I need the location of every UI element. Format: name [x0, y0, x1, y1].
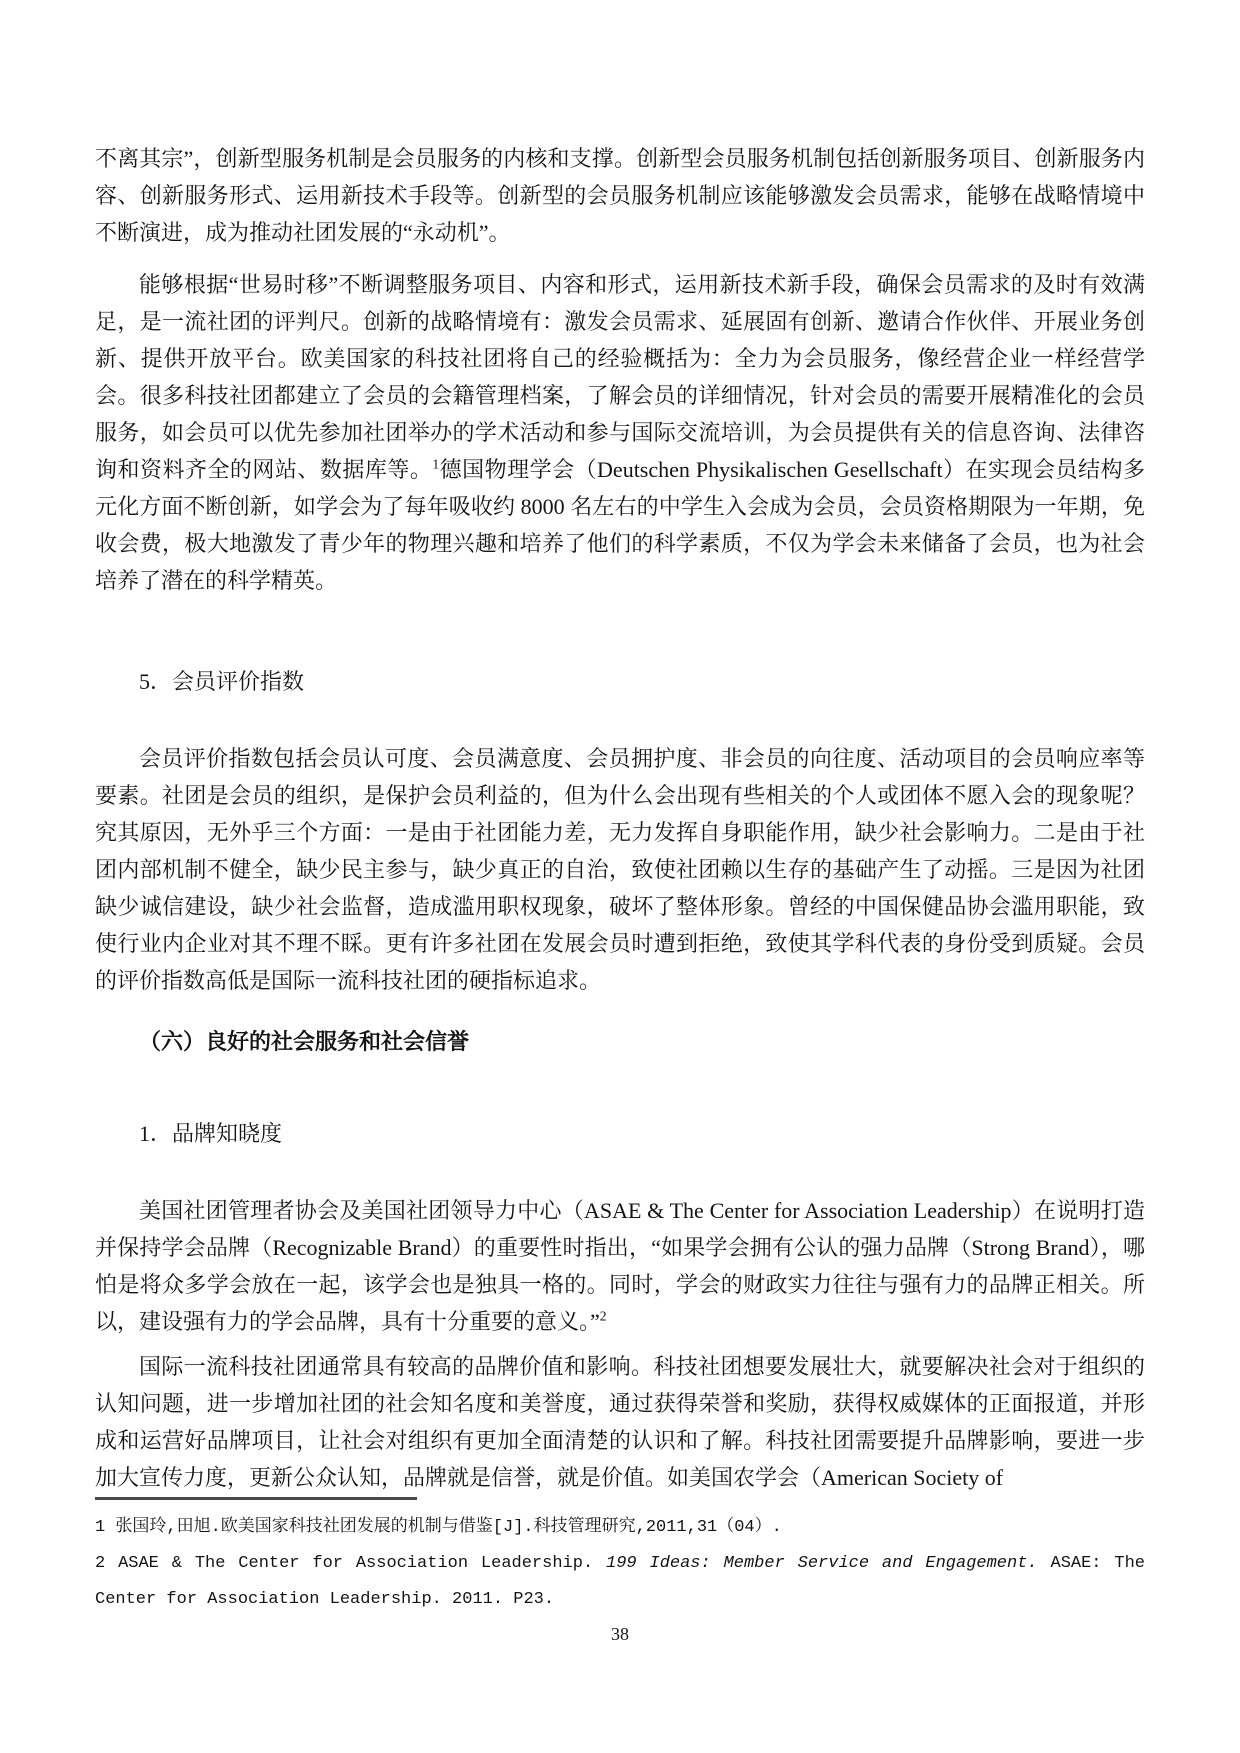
footnote-separator-rule: [95, 1497, 417, 1500]
paragraph-brand-value: 国际一流科技社团通常具有较高的品牌价值和影响。科技社团想要发展壮大，就要解决社会对于组织的认知问题，进一步增加社团的社会知名度和美誉度，通过获得荣誉和奖励，获得权威媒体的正面报道，并形成和运营好品牌项目，让社会对组织有更加全面清楚的认识和了解。科技社团需要提升品牌影响，要进一步加大宣传力度，更新公众认知，品牌就是信誉，就是价值。如美国农学会（American Society of: [95, 1354, 1145, 1490]
footnote-1: 1 张国玲,田旭.欧美国家科技社团发展的机制与借鉴[J].科技管理研究,2011,31（04）.: [95, 1518, 782, 1537]
paragraph-4-text: 美国社团管理者协会及美国社团领导力中心（ASAE & The Center for Association Leadership）在说明打造并保持学会品牌（Recognizable Brand）的重要性时指出，“如果学会拥有公认的强力品牌（Strong Brand），哪怕是将众多学会放在一起，该学会也是独具一格的。同时，学会的财政实力往往与强有力的品牌正相关。所以，建设强有力的学会品牌，具有十分重要的意义。”: [95, 1198, 1145, 1334]
heading-member-evaluation-index: 5．会员评价指数: [139, 669, 305, 694]
page-number: 38: [611, 1624, 629, 1644]
paragraph-brand-importance: [95, 1192, 1145, 1340]
footnote-2: [95, 1546, 1145, 1618]
footnote-2-title-italic: 199 Ideas: Member Service and Engagement.: [606, 1554, 1038, 1573]
heading-section-six-social-service: （六）良好的社会服务和社会信誉: [139, 1029, 470, 1054]
document-body: [95, 140, 1145, 1496]
paragraph-evaluation-index: 会员评价指数包括会员认可度、会员满意度、会员拥护度、非会员的向往度、活动项目的会员响应率等要素。社团是会员的组织，是保护会员利益的，但为什么会出现有些相关的个人或团体不愿入会的现象呢？究其原因，无外乎三个方面：一是由于社团能力差，无力发挥自身职能作用，缺少社会影响力。二是由于社团内部机制不健全，缺少民主参与，缺少真正的自治，致使社团赖以生存的基础产生了动摇。三是因为社团缺少诚信建设，缺少社会监督，造成滥用职权现象，破坏了整体形象。曾经的中国保健品协会滥用职能，致使行业内企业对其不理不睬。更有许多社团在发展会员时遭到拒绝，致使其学科代表的身份受到质疑。会员的评价指数高低是国际一流科技社团的硬指标追求。: [95, 746, 1145, 993]
footnote-2-suffix: ASAE: The Center for Association Leadership. 2011. P23.: [95, 1554, 1145, 1609]
paragraph-continuation: [95, 140, 1145, 251]
footnotes-section: [95, 1497, 1145, 1618]
footnote-1-reference: 1: [432, 456, 440, 472]
paragraph-member-service: [95, 266, 1145, 599]
paragraph-2-text-b: 德国物理学会（Deutschen Physikalischen Gesellschaft）在实现会员结构多元化方面不断创新，如学会为了每年吸收约 8000 名左右的中学生入会成为会员，会员资格期限为一年期，免收会费，极大地激发了青少年的物理兴趣和培养了他们的科学素质，不仅为学会未来储备了会员，也为社会培养了潜在的科学精英。: [95, 457, 1145, 593]
footnote-2-prefix: 2 ASAE & The Center for Association Leadership.: [95, 1554, 607, 1573]
paragraph-1-text: 不离其宗”，创新型服务机制是会员服务的内核和支撑。创新型会员服务机制包括创新服务项目、创新服务内容、创新服务形式、运用新技术手段等。创新型的会员服务机制应该能够激发会员需求，能够在战略情境中不断演进，成为推动社团发展的“永动机”。: [95, 146, 1145, 245]
heading-brand-awareness: 1．品牌知晓度: [139, 1121, 283, 1146]
footnote-2-reference: 2: [599, 1308, 607, 1324]
paragraph-2-text-a: 能够根据“世易时移”不断调整服务项目、内容和形式，运用新技术新手段，确保会员需求的及时有效满足，是一流社团的评判尺。创新的战略情境有：激发会员需求、延展固有创新、邀请合作伙伴、开展业务创新、提供开放平台。欧美国家的科技社团将自己的经验概括为：全力为会员服务，像经营企业一样经营学会。很多科技社团都建立了会员的会籍管理档案，了解会员的详细情况，针对会员的需要开展精准化的会员服务，如会员可以优先参加社团举办的学术活动和参与国际交流培训，为会员提供有关的信息咨询、法律咨询和资料齐全的网站、数据库等。: [95, 272, 1145, 482]
